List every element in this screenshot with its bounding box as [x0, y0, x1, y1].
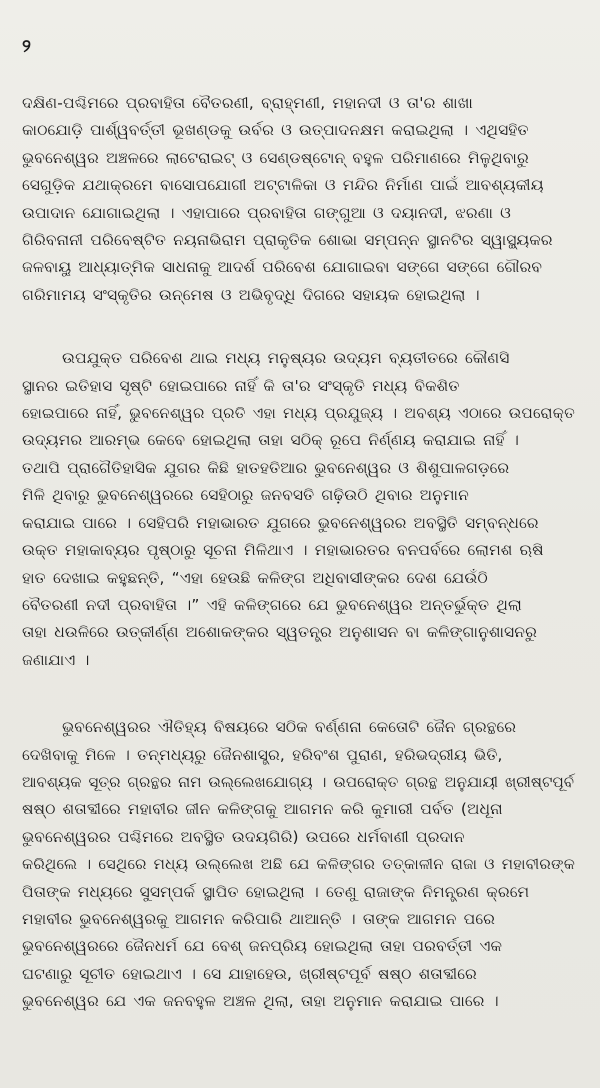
- text-line: ଦେଖିବାକୁ ମିଳେ । ତନ୍ମଧ୍ୟରୁ ଜୈନଶାସ୍ତ୍ର, ହରିବଂଶ ପୁରାଣ, ହରିଭଦ୍ରୀୟ ଭିତି,: [22, 745, 503, 764]
- text-line: ପିତାଙ୍କ ମଧ୍ୟରେ ସୁସମ୍ପର୍କ ସ୍ଥାପିତ ହୋଇଥିଲା । ତେଣୁ ରାଜାଙ୍କ ନିମନ୍ତ୍ରଣ କ୍ରମେ: [22, 882, 530, 901]
- page-number: ୨: [22, 36, 31, 57]
- text-line: ହାତ ଦେଖାଇ କହୁଛନ୍ତି, “ଏହା ହେଉଛି କଳିଙ୍ଗ ଅଧିବାସୀଙ୍କର ଦେଶ ଯେଉଁଠି: [22, 568, 488, 587]
- text-line: ଘଟଣାରୁ ସୂଚୀତ ହୋଇଥାଏ । ସେ ଯାହାହେଉ, ଖ୍ରୀଷ୍ଟପୂର୍ବ ଷଷ୍ଠ ଶତାବ୍ଦୀରେ: [22, 964, 477, 983]
- text-line: ମିଳି ଥିବାରୁ ଭୁବନେଶ୍ୱରରେ ସେହିଠାରୁ ଜନବସତି ଗଢ଼ିଉଠି ଥିବାର ଅନୁମାନ: [22, 486, 469, 505]
- text-line: ଉପଯୁକ୍ତ ପରିବେଶ ଥାଇ ମଧ୍ୟ ମନୁଷ୍ୟର ଉଦ୍ୟମ ବ୍ୟତୀତରେ କୌଣସି: [62, 349, 510, 368]
- text-line: ଜଣାଯାଏ ।: [22, 650, 90, 669]
- paragraph-1: [22, 90, 582, 309]
- text-line: ବୈତରଣୀ ନଦୀ ପ୍ରବାହିତା ।” ଏହି କଳିଙ୍ଗରେ ଯେ ଭୁବନେଶ୍ୱର ଅନ୍ତର୍ଭୁକ୍ତ ଥିଲା: [22, 595, 522, 614]
- text-line: ଦକ୍ଷିଣ-ପଶ୍ଚିମରେ ପ୍ରବାହିତା ବୈତରଣୀ, ବ୍ରାହ୍ମଣୀ, ମହାନଦୀ ଓ ତା'ର ଶାଖା: [22, 94, 473, 112]
- paragraph-3: [22, 714, 582, 1015]
- text-line: ଜଳବାୟୁ ଆଧ୍ୟାତ୍ମିକ ସାଧନାକୁ ଆଦର୍ଶ ପରିବେଶ ଯୋଗାଇବା ସଙ୍ଗେ ସଙ୍ଗେ ଗୌରବ: [22, 258, 543, 277]
- text-line: ଉଦ୍ୟମର ଆରମ୍ଭ କେବେ ହୋଇଥିଲା ତାହା ସଠିକ୍ ରୂପେ ନିର୍ଣ୍ଣୟ କରାଯାଇ ନାହିଁ ।: [22, 431, 519, 450]
- text-line: ଭୁବନେଶ୍ୱରର ପଶ୍ଚିମରେ ଅବସ୍ଥିତ ଉଦୟଗିରି) ଉପରେ ଧର୍ମବାଣୀ ପ୍ରଦାନ: [22, 827, 465, 846]
- text-line: ସ୍ଥାନର ଇତିହାସ ସୃଷ୍ଟି ହୋଇପାରେ ନାହିଁ କି ତା'ର ସଂସ୍କୃତି ମଧ୍ୟ ବିକଶିତ: [22, 376, 460, 395]
- text-line: ଷଷ୍ଠ ଶତାବ୍ଦୀରେ ମହାବୀର ଜୀନ କଳିଙ୍ଗକୁ ଆଗମନ କରି କୁମାରୀ ପର୍ବତ (ଅଧୂନା: [22, 800, 503, 819]
- text-line: ଭୁବନେଶ୍ୱର ଯେ ଏକ ଜନବହୁଳ ଅଞ୍ଚଳ ଥିଲା, ତାହା ଅନୁମାନ କରାଯାଇ ପାରେ ।: [22, 992, 499, 1011]
- text-line: କାଠଯୋଡ଼ି ପାର୍ଶ୍ୱବର୍ତ୍ତୀ ଭୂଖଣ୍ଡକୁ ଉର୍ବର ଓ ଉତ୍ପାଦନକ୍ଷମ କରାଇଥିଲା । ଏଥିସହିତ: [22, 121, 529, 140]
- text-line: ଉପାଦାନ ଯୋଗାଇଥିଲା । ଏହାପାରେ ପ୍ରବାହିତା ଗଙ୍ଗୁଆ ଓ ଦୟାନଦୀ, ଝରଣା ଓ: [22, 203, 511, 222]
- paragraph-2: [22, 345, 582, 674]
- text-line: ତଥାପି ପ୍ରାଗୈତିହାସିକ ଯୁଗର କିଛି ହାତହତିଆର ଭୁବନେଶ୍ୱର ଓ ଶିଶୁପାଳଗଡ଼ରେ: [22, 458, 510, 477]
- text-line: ଗିରିବନାନୀ ପରିବେଷ୍ଟିତ ନୟନାଭିରାମ ପ୍ରାକୃତିକ ଶୋଭା ସମ୍ପନ୍ନ ସ୍ଥାନଟିର ସ୍ୱାସ୍ଥ୍ୟକର: [22, 231, 553, 250]
- text-line: ମହାବୀର ଭୁବନେଶ୍ୱରକୁ ଆଗମନ କରିପାରି ଥାଆନ୍ତି । ତାଙ୍କ ଆଗମନ ପରେ: [22, 909, 495, 928]
- text-line: ଭୁବନେଶ୍ୱର ଅଞ୍ଚଳରେ ଲାଟେରାଇଟ୍ ଓ ସେଣ୍ଡଷ୍ଟୋନ୍ ବହୁଳ ପରିମାଣରେ ମିଳୁଥିବାରୁ: [22, 148, 529, 167]
- text-line: ଉକ୍ତ ମହାକାବ୍ୟର ପୃଷ୍ଠାରୁ ସୂଚନା ମିଳିଥାଏ । ମହାଭାରତର ବନପର୍ବରେ ଲୋମଶ ଋଷି: [22, 541, 544, 560]
- text-line: ଗରିମାମୟ ସଂସ୍କୃତିର ଉନ୍ମେଷ ଓ ଅଭିବୃଦ୍ଧି ଦିଗରେ ସହାୟକ ହୋଇଥିଲା ।: [22, 285, 480, 304]
- body-text: [22, 90, 582, 1016]
- text-line: ହୋଇପାରେ ନାହିଁ, ଭୁବନେଶ୍ୱର ପ୍ରତି ଏହା ମଧ୍ୟ ପ୍ରଯୁଜ୍ୟ । ଅବଶ୍ୟ ଏଠାରେ ଉପରୋକ୍ତ: [22, 404, 576, 423]
- text-line: ଭୁବନେଶ୍ୱରରେ ଜୈନଧର୍ମ ଯେ ବେଶ୍ ଜନପ୍ରିୟ ହୋଇଥିଲା ତାହା ପରବର୍ତ୍ତୀ ଏକ: [22, 937, 503, 956]
- text-line: ଭୁବନେଶ୍ୱରର ଐତିହ୍ୟ ବିଷୟରେ ସଠିକ ବର୍ଣ୍ଣନା କେତୋଟି ଜୈନ ଗ୍ରନ୍ଥରେ: [62, 718, 517, 737]
- text-line: ଆବଶ୍ୟକ ସୂତ୍ର ଗ୍ରନ୍ଥର ନାମ ଉଲ୍ଲେଖଯୋଗ୍ୟ । ଉପରୋକ୍ତ ଗ୍ରନ୍ଥ ଅନୁଯାୟୀ ଖ୍ରୀଷ୍ଟପୂର୍ବ: [22, 773, 575, 791]
- text-line: ତାହା ଧଉଳିରେ ଉତ୍କୀର୍ଣ୍ଣ ଅଶୋକଙ୍କର ସ୍ୱତନ୍ତ୍ର ଅନୁଶାସନ ବା କଳିଙ୍ଗାନୁଶାସନରୁ: [22, 623, 537, 642]
- text-line: ସେଗୁଡ଼ିକ ଯଥାକ୍ରମେ ବାସୋପଯୋଗୀ ଅଟ୍ଟାଳିକା ଓ ମନ୍ଦିର ନିର୍ମାଣ ପାଇଁ ଆବଶ୍ୟକୀୟ: [22, 176, 544, 195]
- text-line: କରାଯାଇ ପାରେ । ସେହିପରି ମହାଭାରତ ଯୁଗରେ ଭୁବନେଶ୍ୱରର ଅବସ୍ଥିତି ସମ୍ବନ୍ଧରେ: [22, 513, 539, 532]
- text-line: କରିଥିଲେ । ସେଥିରେ ମଧ୍ୟ ଉଲ୍ଲେଖ ଅଛି ଯେ କଳିଙ୍ଗର ତତ୍କାଳୀନ ରାଜା ଓ ମହାବୀରଙ୍କ: [22, 855, 576, 874]
